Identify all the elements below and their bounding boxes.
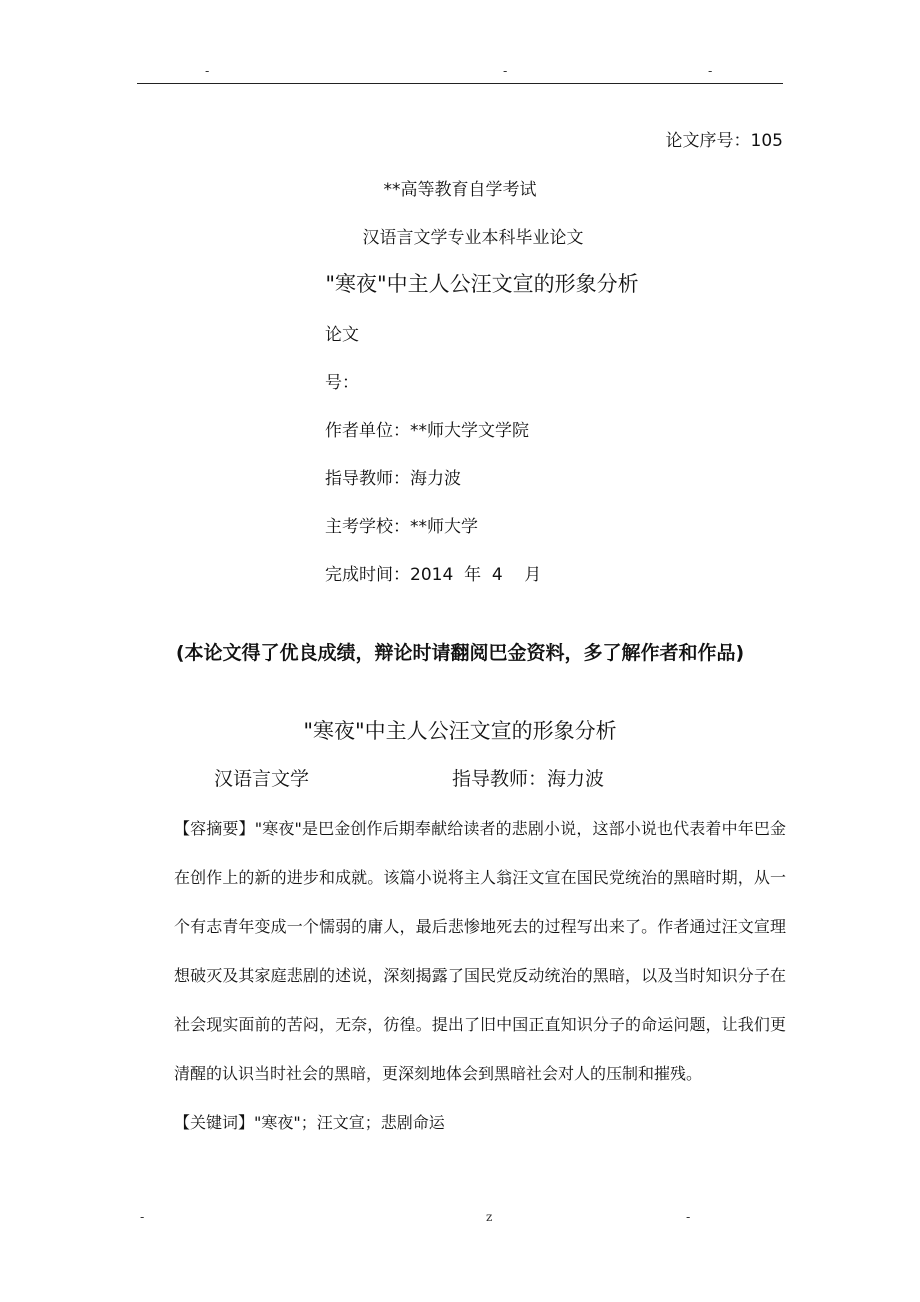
body-advisor: 指导教师：海力波 <box>452 768 605 790</box>
header-left-mark: - <box>205 64 210 78</box>
abstract-paragraph: 【容摘要】"寒夜"是巴金创作后期奉献给读者的悲剧小说，这部小说也代表着中年巴金在创作上的新的进步和成就。该篇小说将主人翁汪文宣在国民党统治的黑暗时期，从一个有志青年变成一个懦弱的庸人，最后悲惨地死去的过程写出来了。作者通过汪文宣理想破灭及其家庭悲剧的述说，深刻揭露了国民党反动统治的黑暗，以及当时知识分子在社会现实面前的苦闷，无奈，彷徨。提出了旧中国正直知识分子的命运问题，让我们更清醒的认识当时社会的黑暗，更深刻地体会到黑暗社会对人的压制和摧残。 <box>174 819 786 1083</box>
footer-right-mark: - <box>686 1210 691 1224</box>
field-exam-school: 主考学校：**师大学 <box>325 517 478 537</box>
body-major: 汉语言文学 <box>214 768 310 790</box>
serial-number: 论文序号：105 <box>665 131 783 151</box>
program-name: 汉语言文学专业本科毕业论文 <box>362 228 584 248</box>
header-center-mark: - <box>503 64 508 78</box>
field-advisor: 指导教师：海力波 <box>325 469 461 489</box>
field-author-unit: 作者单位：**师大学文学院 <box>325 421 529 441</box>
keywords-line: 【关键词】"寒夜"；汪文宣；悲剧命运 <box>174 1113 445 1132</box>
footer-center-mark: z <box>486 1210 493 1224</box>
field-label-paper: 论文 <box>325 325 359 345</box>
header-right-mark: - <box>708 64 713 78</box>
cover-title: "寒夜"中主人公汪文宣的形象分析 <box>325 272 639 296</box>
exam-name: **高等教育自学考试 <box>383 180 537 200</box>
field-label-number: 号： <box>325 373 359 393</box>
field-completion-date: 完成时间：2014 年 4 月 <box>325 565 542 585</box>
body-title: "寒夜"中主人公汪文宣的形象分析 <box>303 719 617 743</box>
abstract-block <box>174 804 786 1147</box>
cover-note: (本论文得了优良成绩，辩论时请翻阅巴金资料，多了解作者和作品) <box>175 642 745 664</box>
header-rule <box>137 83 783 84</box>
footer-left-mark: - <box>140 1210 145 1224</box>
